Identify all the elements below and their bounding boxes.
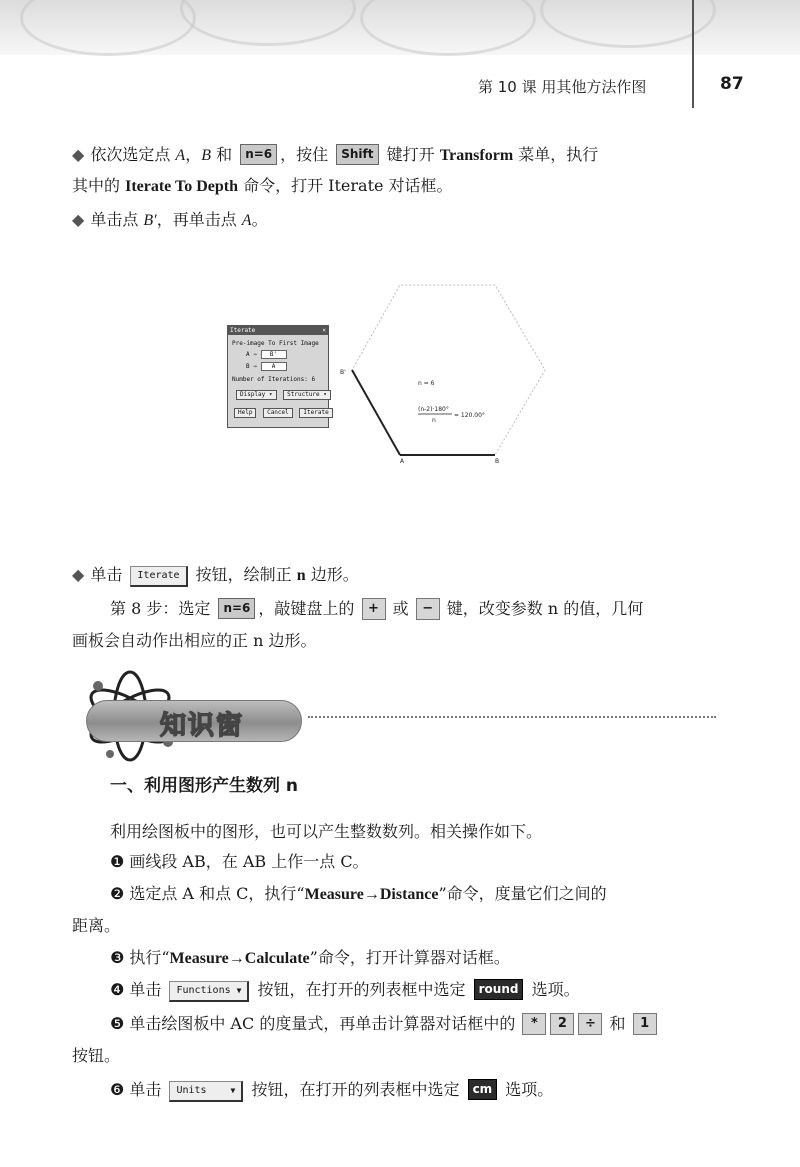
text: 选项。 — [526, 980, 580, 999]
text: 第 8 步：选定 — [110, 599, 216, 618]
list-item-2 — [110, 879, 770, 910]
list-item-3 — [110, 943, 770, 974]
header-swirl — [540, 0, 716, 48]
text: 按钮，绘制正 — [190, 565, 297, 584]
hexagon-outline — [352, 285, 545, 455]
mapping-target-field[interactable]: B' — [261, 350, 287, 359]
list-item-4 — [110, 975, 770, 1005]
step-8-cont: 画板会自动作出相应的正 n 边形。 — [72, 631, 317, 650]
mapping-source: A — [246, 351, 250, 358]
text: 键，改变参数 n 的值，几何 — [441, 599, 644, 618]
diamond-bullet-icon: ◆ — [72, 565, 85, 584]
text: 和 — [604, 1014, 631, 1033]
segment-BprimeA — [352, 370, 400, 455]
text: 单击绘图板中 AC 的度量式，再单击计算器对话框中的 — [129, 1014, 521, 1033]
text: 单击 — [129, 1080, 167, 1099]
intro-paragraph-1-cont — [72, 171, 732, 202]
formula-result: = 120.00° — [454, 412, 485, 419]
section-heading: 一、利用图形产生数列 n — [110, 776, 299, 796]
point-label: B — [201, 147, 211, 164]
text: ”命令，度量它们之间的 — [438, 884, 607, 903]
text: ，再单击点 — [156, 210, 242, 229]
number-2-icon: ❷ — [110, 884, 125, 903]
number-6-icon: ❻ — [110, 1080, 125, 1099]
point-label: A — [175, 147, 186, 164]
variable-n: n — [296, 567, 306, 584]
dialog-header-row: Pre-image To First Image — [232, 340, 319, 347]
number-5-icon: ❺ — [110, 1014, 125, 1033]
label-B: B — [495, 458, 500, 465]
command-name: Measure→Distance — [304, 886, 439, 903]
iterate-dialog — [227, 325, 329, 428]
menu-name: Transform — [439, 147, 514, 164]
text: ，敲键盘上的 — [258, 599, 360, 618]
help-button[interactable]: Help — [234, 408, 256, 418]
hexagon-figure — [340, 280, 570, 465]
command-name: Measure→Calculate — [169, 950, 310, 967]
arrow-icon: ⇒ — [253, 351, 257, 358]
dialog-dropdown-row — [236, 390, 334, 400]
knowledge-banner-title: 知识窗 — [160, 711, 245, 741]
divide-key: ÷ — [578, 1013, 602, 1035]
label-B-prime: B' — [340, 369, 346, 376]
intro-paragraph-2 — [72, 205, 732, 236]
dialog-mapping-row — [246, 362, 287, 371]
display-dropdown[interactable]: Display ▾ — [236, 390, 277, 400]
header-divider — [692, 0, 694, 108]
step-iterate — [72, 560, 732, 591]
close-icon[interactable]: × — [322, 327, 326, 334]
number-4-icon: ❹ — [110, 980, 125, 999]
dialog-button-row — [234, 408, 336, 418]
functions-dropdown-image — [169, 981, 249, 1002]
list-item-2-cont: 距离。 — [72, 916, 121, 935]
point-label: B′ — [143, 212, 157, 229]
list-item-1 — [110, 847, 770, 877]
text: 按钮，在打开的列表框中选定 — [252, 980, 471, 999]
text: 边形。 — [305, 565, 359, 584]
step-8 — [110, 594, 770, 624]
text: ， — [185, 145, 202, 164]
page-number: 87 — [720, 74, 744, 94]
header-decoration — [0, 0, 800, 55]
dialog-title-bar — [228, 326, 328, 335]
two-key: 2 — [550, 1013, 574, 1035]
units-dropdown-image — [169, 1081, 243, 1102]
round-option: round — [474, 979, 524, 1000]
iterate-button-image: Iterate — [130, 566, 187, 587]
text: ，按住 — [280, 145, 334, 164]
text: 键打开 — [381, 145, 440, 164]
section-intro: 利用绘图板中的图形，也可以产生整数数列。相关操作如下。 — [110, 822, 543, 841]
iterate-button[interactable]: Iterate — [299, 408, 332, 418]
text: 按钮，在打开的列表框中选定 — [246, 1080, 465, 1099]
text: 。 — [251, 210, 268, 229]
dropdown-arrow-icon: ▼ — [230, 1086, 236, 1095]
n6-parameter-key: n=6 — [218, 598, 255, 619]
number-3-icon: ❸ — [110, 948, 125, 967]
number-1-icon: ❶ — [110, 852, 125, 871]
formula-numerator: (n-2)·180° — [418, 406, 449, 413]
text: 依次选定点 — [90, 145, 171, 164]
header-swirl — [20, 0, 196, 56]
text: 或 — [387, 599, 414, 618]
list-item-5 — [110, 1009, 770, 1039]
minus-key: − — [416, 598, 440, 620]
text: 画线段 AB，在 AB 上作一点 C。 — [129, 852, 369, 871]
diamond-bullet-icon: ◆ — [72, 210, 85, 229]
text: ”命令，打开计算器对话框。 — [309, 948, 510, 967]
text: 单击 — [129, 980, 167, 999]
cm-option: cm — [468, 1079, 498, 1100]
point-label: A — [241, 212, 252, 229]
iterations-label: Number of Iterations: 6 — [232, 376, 316, 383]
text: 菜单，执行 — [513, 145, 599, 164]
n6-parameter-key: n=6 — [240, 144, 277, 165]
text: 执行“ — [129, 948, 170, 967]
list-item-6 — [110, 1075, 770, 1105]
multiply-key: * — [522, 1013, 546, 1035]
dropdown-arrow-icon: ▼ — [236, 986, 242, 995]
dialog-title: Iterate — [230, 327, 256, 334]
arrow-icon: ⇒ — [253, 363, 257, 370]
diamond-bullet-icon: ◆ — [72, 145, 85, 164]
list-item-5-cont: 按钮。 — [72, 1046, 121, 1065]
intro-paragraph-1 — [72, 140, 732, 171]
mapping-source: B — [246, 363, 250, 370]
structure-dropdown[interactable]: Structure ▾ — [283, 390, 331, 400]
n-value-label: n = 6 — [418, 380, 435, 387]
text: 选项。 — [500, 1080, 554, 1099]
label-A: A — [400, 458, 405, 465]
text: 单击 — [90, 565, 128, 584]
cancel-button[interactable]: Cancel — [263, 408, 293, 418]
formula-denominator: n — [432, 417, 436, 424]
text: 命令，打开 Iterate 对话框。 — [237, 176, 453, 195]
text: 其中的 — [72, 176, 126, 195]
text: 和 — [211, 145, 238, 164]
text: 单击点 — [90, 210, 144, 229]
one-key: 1 — [633, 1013, 657, 1035]
header-swirl — [180, 0, 356, 46]
header-swirl — [360, 0, 536, 56]
plus-key: + — [362, 598, 386, 620]
shift-key: Shift — [336, 144, 378, 165]
text: 选定点 A 和点 C，执行“ — [129, 884, 305, 903]
text: Units — [176, 1085, 207, 1096]
chapter-title: 第 10 课 用其他方法作图 — [478, 78, 647, 96]
text: Functions — [176, 985, 231, 996]
command-name: Iterate To Depth — [125, 178, 238, 195]
mapping-target-field[interactable]: A — [261, 362, 287, 371]
dialog-mapping-row — [246, 350, 287, 359]
dotted-rule — [308, 716, 716, 718]
